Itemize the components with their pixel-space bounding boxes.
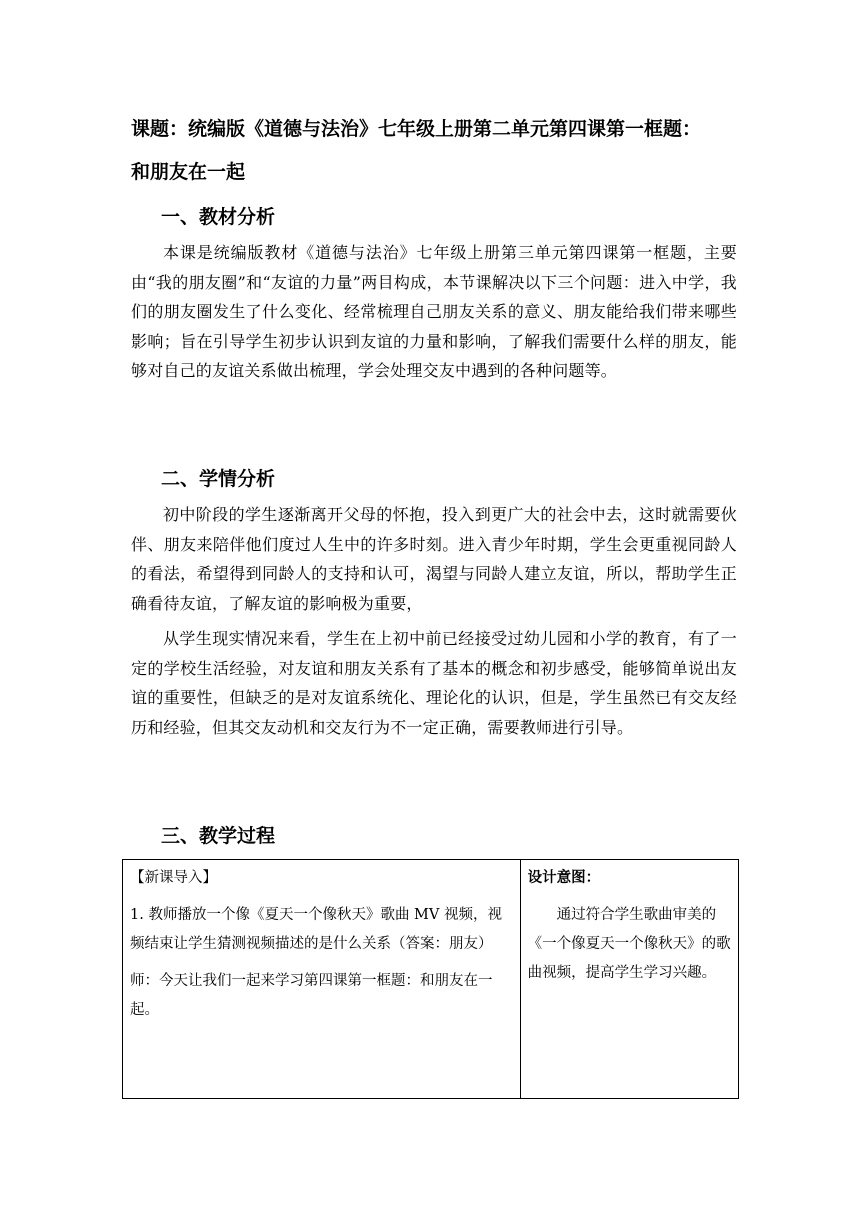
teacher-line: 师：今天让我们一起来学习第四课第一框题：和朋友在一起。 — [130, 973, 493, 1018]
lesson-title-line-1: 课题：统编版《道德与法治》七年级上册第二单元第四课第一框题： — [131, 118, 702, 140]
table-row — [123, 860, 739, 1099]
activity-header: 【新课导入】 — [130, 870, 217, 886]
activity-cell — [123, 860, 521, 1099]
textbook-analysis-paragraph: 本课是统编版教材《道德与法治》七年级上册第三单元第四课第一框题，主要由“我的朋友圈”和“友谊的力量”两目构成，本节课解决以下三个问题：进入中学，我们的朋友圈发生了什么变化、经常梳理自己朋友关系的意义、朋友能给我们带来哪些影响；旨在引导学生初步认识到友谊的力量和影响，了解我们需要什么样的朋友，能够对自己的友谊关系做出梳理，学会处理交友中遇到的各种问题等。 — [131, 243, 737, 380]
section-heading-textbook-analysis: 一、教材分析 — [161, 206, 276, 228]
design-intent-text: 通过符合学生歌曲审美的《一个像夏天一个像秋天》的歌曲视频，提高学生学习兴趣。 — [527, 907, 731, 981]
design-intent-cell — [520, 860, 738, 1099]
section-heading-teaching-process: 三、教学过程 — [161, 825, 276, 847]
student-analysis-paragraph-2: 从学生现实情况来看，学生在上初中前已经接受过幼儿园和小学的教育，有了一定的学校生活经验，对友谊和朋友关系有了基本的概念和初步感受，能够简单说出友谊的重要性，但缺乏的是对友谊系统化、理论化的认识，但是，学生虽然已有交友经历和经验，但其交友动机和交友行为不一定正确，需要教师进行引导。 — [131, 629, 737, 737]
student-analysis-paragraph-1: 初中阶段的学生逐渐离开父母的怀抱，投入到更广大的社会中去，这时就需要伙伴、朋友来陪伴他们度过人生中的许多时刻。进入青少年时期，学生会更重视同龄人的看法，希望得到同龄人的支持和认可，渴望与同龄人建立友谊，所以，帮助学生正确看待友谊，了解友谊的影响极为重要， — [131, 505, 737, 613]
section-heading-student-analysis: 二、学情分析 — [161, 468, 276, 490]
lesson-title-line-2: 和朋友在一起 — [131, 161, 246, 183]
teaching-process-table — [122, 859, 739, 1099]
design-intent-header: 设计意图： — [527, 870, 601, 886]
activity-item-1: 1. 教师播放一个像《夏天一个像秋天》歌曲 MV 视频，视频结束让学生猜测视频描述的是什么关系（答案：朋友） — [130, 907, 502, 952]
